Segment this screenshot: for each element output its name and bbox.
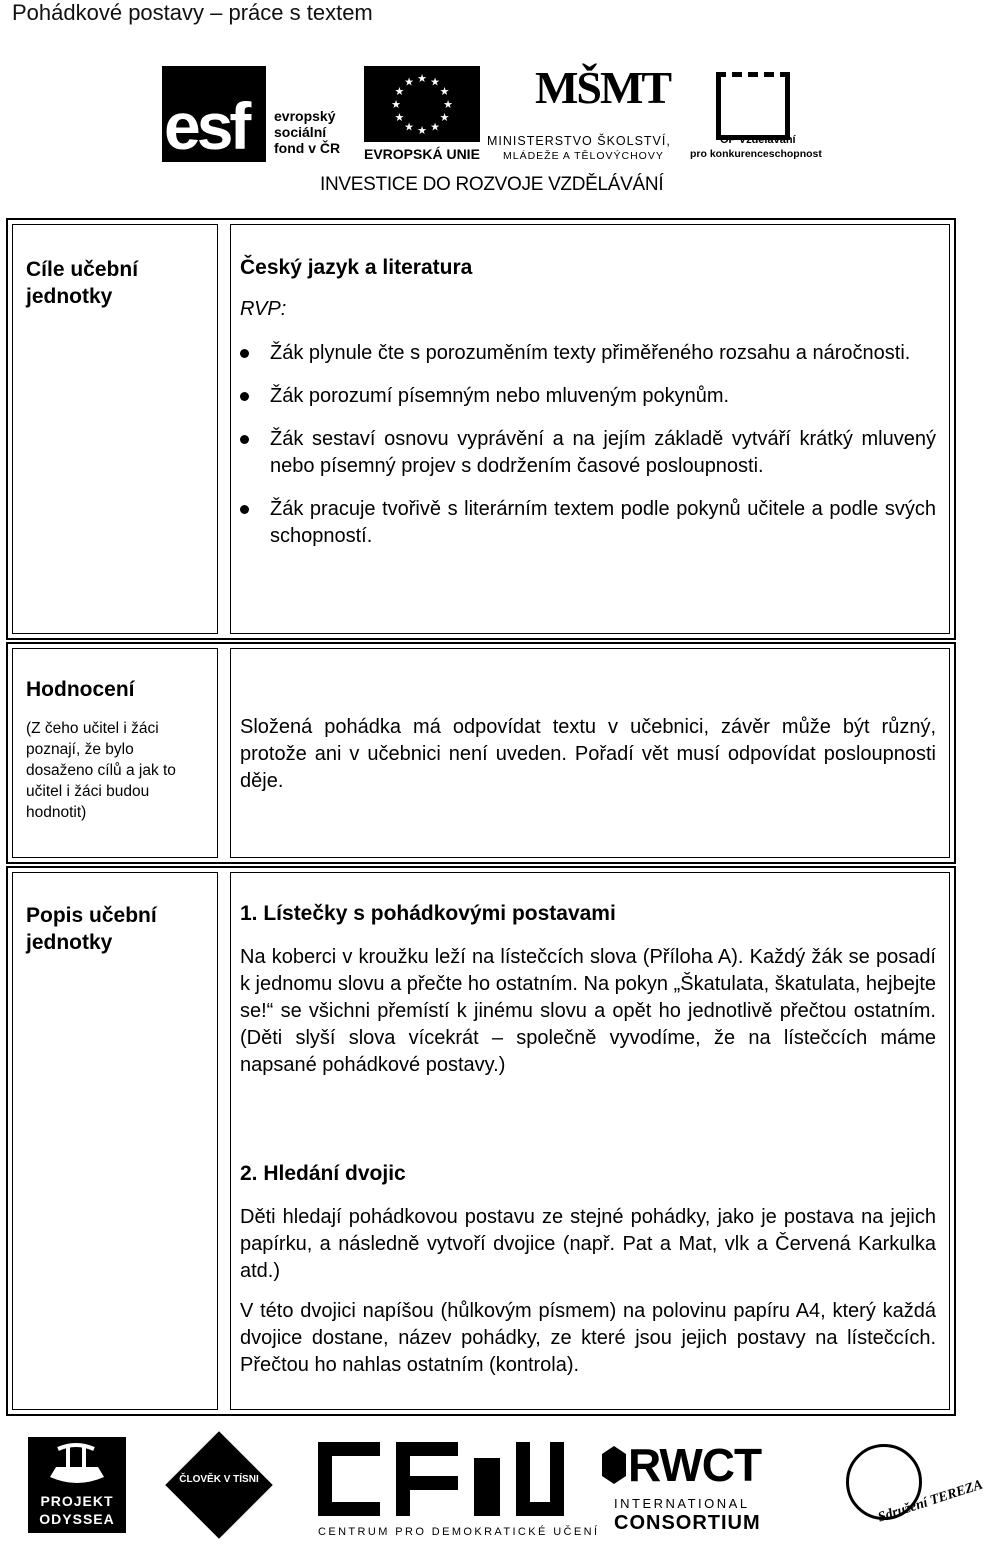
activity-1-heading: 1. Lístečky s pohádkovými postavami [240, 902, 616, 925]
esf-logo-text [274, 108, 340, 156]
activity-2-text: Děti hledají pohádkovou postavu ze stejné pohádky, jako je postava na jejich papírku, a následně vytvoří dvojice (např. Pat a Mat, vlk a Červená Karkulka atd.) [240, 1206, 936, 1282]
msmt-line-2: MLÁDEŽE A TĚLOVÝCHOVY [503, 150, 664, 162]
list-item [240, 340, 936, 367]
tereza-logo [842, 1440, 985, 1536]
hodnoceni-note: (Z čeho učitel i žáci poznají, že bylo dosaženo cílů a jak to učitel i žáci budou hodnotit) [26, 720, 176, 821]
esf-line-2: sociální [274, 124, 327, 140]
activity-2-text-2: V této dvojici napíšou (hůlkovým písmem) na polovinu papíru A4, který každá dvojice dostane, název pohádky, ze které jsou jejich postavy na lístečcích. Přečtou ho nahlas ostatním (kontrola). [240, 1300, 936, 1376]
bullet-icon [240, 505, 249, 514]
eu-star-icon: ★ [404, 121, 414, 134]
rwct-logo [600, 1438, 790, 1538]
investice-banner: INVESTICE DO ROZVOJE VZDĚLÁVÁNÍ [320, 174, 664, 195]
eu-star-icon: ★ [417, 125, 427, 137]
list-item [240, 383, 936, 410]
eu-logo [364, 66, 484, 164]
eu-star-icon: ★ [394, 86, 405, 98]
list-item [240, 426, 936, 480]
rwct-mark: RWCT [628, 1439, 762, 1491]
op-line-1: OP Vzdělávání [720, 134, 796, 146]
msmt-mark: MŠMT [535, 62, 671, 113]
eu-flag-icon [364, 66, 480, 142]
clovek-text: ČLOVĚK V TÍSNI [179, 1474, 259, 1485]
hodnoceni-text: Složená pohádka má odpovídat textu v učebnici, závěr může být různý, protože ani v učebnici není uveden. Pořadí vět musí odpovídat posloupnosti děje. [240, 716, 936, 792]
op-line-2: pro konkurenceschopnost [690, 148, 822, 160]
odyssea-line-2: ODYSSEA [39, 1511, 115, 1527]
eu-star-icon: ★ [417, 73, 427, 85]
bullet-icon [240, 392, 249, 401]
eu-star-icon: ★ [443, 99, 453, 111]
clovek-v-tisni-logo [164, 1430, 274, 1540]
cpdu-logo [304, 1442, 600, 1538]
eu-star-icon: ★ [430, 121, 440, 134]
msmt-line-1: MINISTERSTVO ŠKOLSTVÍ, [487, 134, 671, 148]
esf-line-1: evropský [274, 108, 336, 124]
goals-list [240, 340, 936, 566]
popis-label: Popis učební jednotky [26, 904, 157, 954]
eu-star-icon: ★ [439, 112, 450, 124]
list-item [240, 496, 936, 550]
eu-star-icon: ★ [439, 86, 450, 98]
activity-2-heading: 2. Hledání dvojic [240, 1162, 406, 1185]
projekt-odyssea-logo [28, 1437, 126, 1533]
op-logo-icon [716, 72, 790, 140]
document-title: Pohádkové postavy – práce s textem [12, 0, 373, 25]
esf-logo-mark: esf [164, 89, 248, 163]
rvp-label: RVP: [240, 298, 287, 320]
bullet-icon [240, 349, 249, 358]
odyssea-ship-icon [28, 1437, 126, 1489]
clovek-diamond-icon [165, 1431, 272, 1538]
msmt-logo [487, 62, 687, 164]
esf-line-3: fond v ČR [274, 140, 341, 156]
activity-1-text: Na koberci v kroužku leží na lístečcích slova (Příloha A). Každý žák se posadí k jednomu slovu a přečte ho ostatním. Na pokyn „Škatulata, škatulata, hejbejte se!“ se všichni přemístí k jinému slovu a opět ho jednotlivě přečtou ostatním. (Děti slyší slova vícekrát – společně vyvodíme, že na lístečcích máme napsané pohádkové postavy.) [240, 946, 936, 1076]
eu-star-icon: ★ [394, 112, 405, 124]
rwct-line-2: CONSORTIUM [614, 1512, 761, 1534]
bullet-icon [240, 435, 249, 444]
cile-label: Cíle učební jednotky [26, 258, 139, 308]
esf-logo [162, 66, 352, 164]
subject-heading: Český jazyk a literatura [240, 256, 473, 279]
cpdu-label: CENTRUM PRO DEMOKRATICKÉ UČENÍ [318, 1526, 600, 1538]
odyssea-line-1: PROJEKT [40, 1493, 114, 1509]
goal-text: Žák sestaví osnovu vyprávění a na jejím základě vytváří krátký mluvený nebo písemný projev s dodržením časové posloupnosti. [270, 428, 936, 477]
op-logo [690, 66, 822, 164]
goal-text: Žák porozumí písemným nebo mluveným pokynům. [270, 385, 730, 407]
eu-star-icon: ★ [430, 76, 440, 89]
goal-text: Žák pracuje tvořivě s literárním textem podle pokynů učitele a podle svých schopností. [270, 498, 936, 547]
goal-text: Žák plynule čte s porozuměním texty přiměřeného rozsahu a náročnosti. [270, 342, 911, 364]
tereza-text: Sdružení TEREZA [876, 1477, 985, 1526]
hodnoceni-label: Hodnocení [26, 678, 135, 701]
eu-star-icon: ★ [391, 99, 401, 111]
eu-label: EVROPSKÁ UNIE [364, 146, 480, 162]
eu-star-icon: ★ [404, 76, 414, 89]
rwct-line-1: INTERNATIONAL [614, 1496, 750, 1511]
rwct-cube-icon [600, 1444, 628, 1488]
